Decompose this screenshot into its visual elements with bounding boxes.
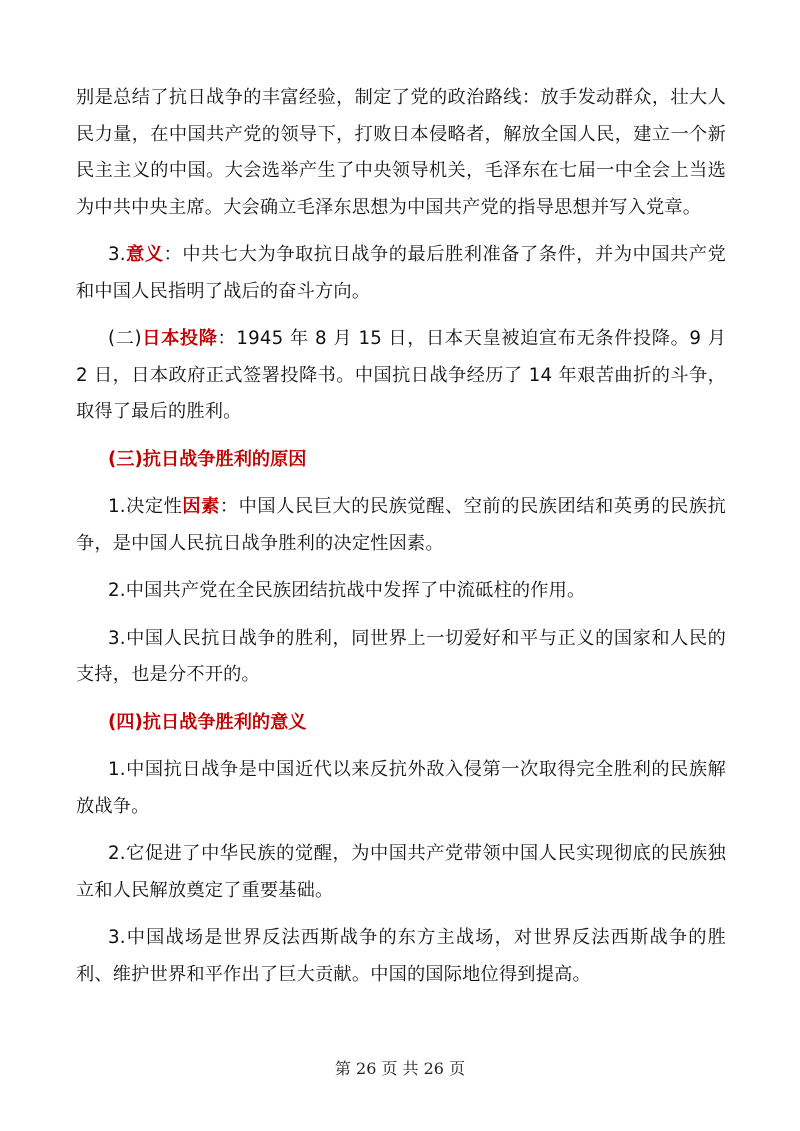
paragraph-first-complete-victory: 1.中国抗日战争是中国近代以来反抗外敌入侵第一次取得完全胜利的民族解放战争。 — [76, 759, 726, 817]
paragraph-world-support: 3.中国人民抗日战争的胜利，同世界上一切爱好和平与正义的国家和人民的支持，也是分不开的。 — [76, 627, 726, 685]
paragraph-text: ：中国人民巨大的民族觉醒、空前的民族团结和英勇的民族抗争，是中国人民抗日战争胜利的决定性因素。 — [76, 496, 726, 554]
paragraph-decisive-factor — [76, 489, 726, 562]
paragraph-text: ：中共七大为争取抗日战争的最后胜利准备了条件，并为中国共产党和中国人民指明了战后的奋斗方向。 — [76, 244, 726, 302]
page-number-footer: 第 26 页 共 26 页 — [334, 1059, 466, 1078]
section-heading-victory-reasons: (三)抗日战争胜利的原因 — [108, 448, 307, 470]
keyword-japan-surrender: 日本投降 — [141, 328, 218, 349]
paragraph-significance — [76, 237, 726, 310]
keyword-significance: 意义 — [125, 244, 164, 265]
keyword-factor: 因素 — [182, 496, 220, 517]
paragraph-prefix: 3. — [108, 244, 126, 265]
paragraph-prefix: (二) — [108, 328, 142, 349]
paragraph-eastern-battlefield: 3.中国战场是世界反法西斯战争的东方主战场，对世界反法西斯战争的胜利、维护世界和平作出了巨大贡献。中国的国际地位得到提高。 — [76, 927, 726, 985]
paragraph-national-awakening: 2.它促进了中华民族的觉醒，为中国共产党带领中国人民实现彻底的民族独立和人民解放奠定了重要基础。 — [76, 843, 726, 901]
paragraph-ccp-role: 2.中国共产党在全民族团结抗战中发挥了中流砥柱的作用。 — [108, 580, 586, 601]
paragraph-congress-summary: 别是总结了抗日战争的丰富经验，制定了党的政治路线：放手发动群众，壮大人民力量，在中国共产党的领导下，打败日本侵略者，解放全国人民，建立一个新民主主义的中国。大会选举产生了中央领导机关，毛泽东在七届一中全会上当选为中共中央主席。大会确立毛泽东思想为中国共产党的指导思想并写入党章。 — [76, 87, 726, 218]
paragraph-prefix: 1.决定性 — [108, 496, 183, 517]
paragraph-japan-surrender — [76, 321, 726, 431]
document-page — [76, 80, 726, 1004]
paragraph-text: ：1945 年 8 月 15 日，日本天皇被迫宣布无条件投降。9 月 2 日，日本政府正式签署投降书。中国抗日战争经历了 14 年艰苦曲折的斗争，取得了最后的胜利。 — [76, 328, 726, 422]
section-heading-victory-significance: (四)抗日战争胜利的意义 — [108, 711, 307, 733]
